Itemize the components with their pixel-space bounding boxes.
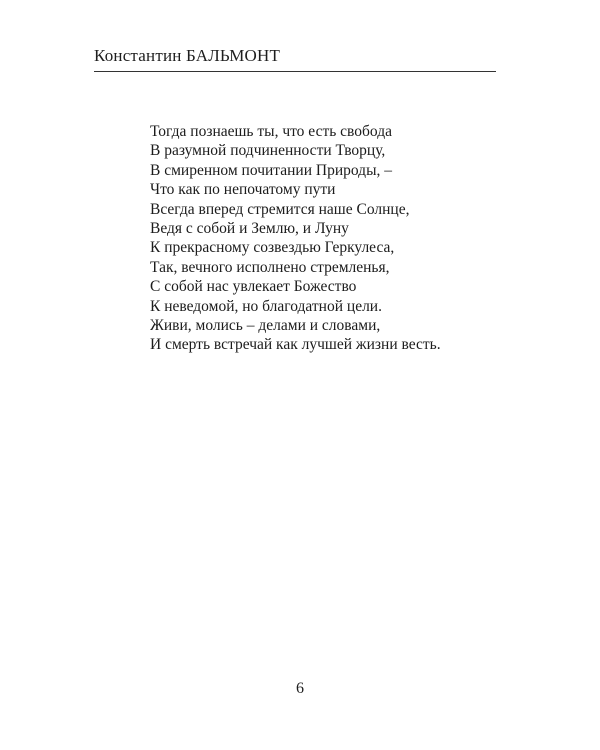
poem-line: В смиренном почитании Природы, – [150,161,392,179]
poem-line: Ведя с собой и Землю, и Луну [150,219,349,237]
poem-line: Тогда познаешь ты, что есть свобода [150,123,392,140]
poem-stanza [150,122,550,355]
poem-line: Всегда вперед стремится наше Солнце, [150,200,410,218]
poem-line: Так, вечного исполнено стремленья, [150,258,390,276]
page-number: 6 [296,680,304,697]
poem-line: Что как по непочатому пути [150,181,336,199]
poem-line: В разумной подчиненности Творцу, [150,142,386,160]
poem-line: К прекрасному созвездью Геркулеса, [150,239,395,257]
poem-line: К неведомой, но благодатной цели. [150,297,382,315]
running-head-author: Константин БАЛЬМОНТ [94,46,281,65]
poem-line: Живи, молись – делами и словами, [150,316,381,334]
header-rule [94,71,496,72]
poem-line: И смерть встречай как лучшей жизни весть. [150,336,441,354]
poem-line: С собой нас увлекает Божество [150,278,357,296]
